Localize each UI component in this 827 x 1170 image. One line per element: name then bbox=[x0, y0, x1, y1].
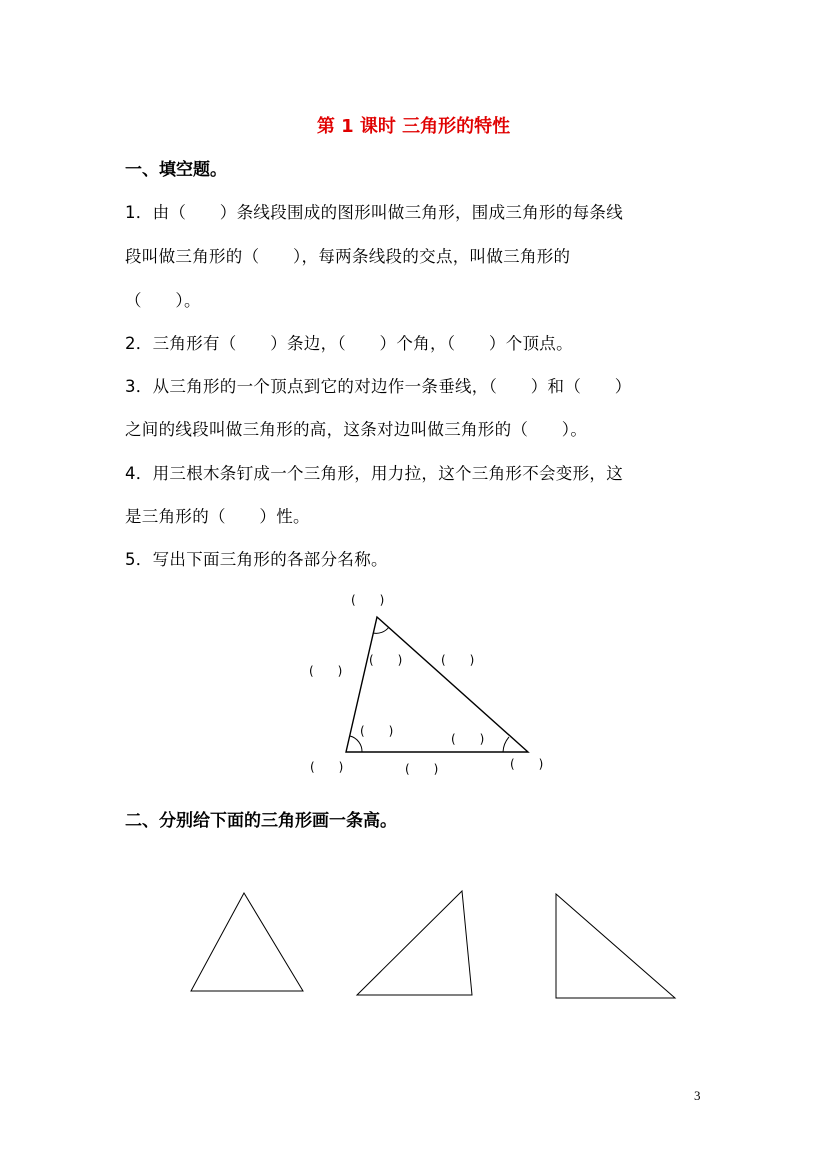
q1-line1: 1．由（ ）条线段围成的图形叫做三角形，围成三角形的每条线 bbox=[125, 203, 623, 222]
label-bottom-side: ( ) bbox=[405, 762, 439, 776]
section2-heading: 二、分别给下面的三角形画一条高。 bbox=[125, 811, 397, 831]
label-right-angle: ( ) bbox=[451, 732, 485, 746]
label-right-vertex: ( ) bbox=[510, 757, 544, 771]
label-right-side: ( ) bbox=[441, 653, 475, 667]
label-left-angle: ( ) bbox=[360, 724, 394, 738]
q4-line2: 是三角形的（ ）性。 bbox=[125, 507, 310, 526]
q5-line: 5．写出下面三角形的各部分名称。 bbox=[125, 550, 388, 569]
triangle-right bbox=[556, 894, 675, 998]
q1-line2: 段叫做三角形的（ ），每两条线段的交点，叫做三角形的 bbox=[125, 247, 571, 266]
q3-line1: 3．从三角形的一个顶点到它的对边作一条垂线，（ ）和（ ） bbox=[125, 377, 632, 396]
label-left-vertex: ( ) bbox=[310, 760, 344, 774]
triangle-obtuse-like bbox=[357, 891, 472, 995]
q1-line3: （ ）。 bbox=[125, 291, 201, 310]
q3-line2: 之间的线段叫做三角形的高，这条对边叫做三角形的（ ）。 bbox=[125, 420, 588, 439]
label-left-side: ( ) bbox=[309, 664, 343, 678]
triangle-acute bbox=[191, 893, 303, 991]
q2-line: 2．三角形有（ ）条边，（ ）个角，（ ）个顶点。 bbox=[125, 334, 573, 353]
label-top-angle: ( ) bbox=[369, 653, 403, 667]
section1-heading: 一、填空题。 bbox=[125, 160, 227, 180]
label-top-vertex: ( ) bbox=[351, 593, 385, 607]
q4-line1: 4．用三根木条钉成一个三角形，用力拉，这个三角形不会变形，这 bbox=[125, 464, 623, 483]
page-number: 3 bbox=[694, 1088, 701, 1103]
page-title: 第 1 课时 三角形的特性 bbox=[316, 116, 511, 137]
